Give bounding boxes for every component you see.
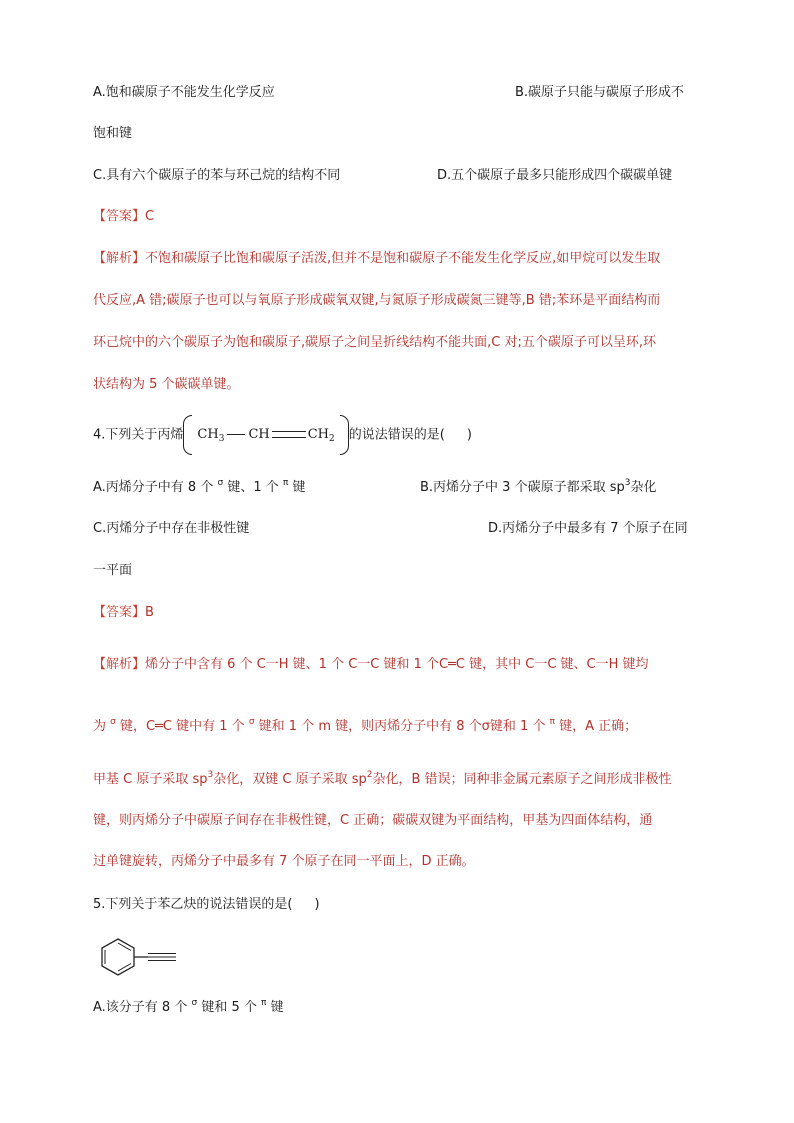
text: 为 bbox=[93, 719, 107, 734]
q4-option-d-part2: 一平面 bbox=[93, 563, 133, 578]
text: 键、1 个 bbox=[227, 480, 279, 495]
single-bond bbox=[227, 434, 245, 435]
text: 键 bbox=[270, 1000, 284, 1015]
q4-analysis-line-1 bbox=[93, 655, 649, 675]
q4-option-d-part1: D.丙烯分子中最多有 7 个原子在同 bbox=[488, 521, 688, 536]
text: B.丙烯分子中 3 个碳原子都采取 sp bbox=[420, 480, 625, 495]
answer-value: B bbox=[145, 605, 154, 620]
q4-analysis-line-3 bbox=[93, 770, 672, 791]
q4-stem-close: ) bbox=[466, 427, 472, 443]
superscript: 3 bbox=[207, 770, 214, 780]
text: 5.下列关于苯乙炔的说法错误的是( bbox=[93, 897, 293, 912]
formula-ch2-sub: 2 bbox=[329, 434, 335, 444]
q4-stem-suffix: 的说法错误的是( bbox=[348, 427, 445, 443]
sigma-symbol: σ bbox=[191, 998, 198, 1008]
q3-analysis-line-4: 状结构为 5 个碳碳单键。 bbox=[93, 377, 240, 392]
q4-analysis-line-5: 过单键旋转，丙烯分子中最多有 7 个原子在同一平面上，D 正确。 bbox=[93, 854, 475, 869]
text: A.该分子有 8 个 bbox=[93, 1000, 188, 1015]
q4-stem bbox=[93, 415, 472, 456]
text: 杂化，B 错误；同种非金属元素原子之间形成非极性 bbox=[372, 772, 672, 787]
text: 杂化 bbox=[630, 480, 657, 495]
pi-symbol: π bbox=[549, 717, 556, 727]
q3-analysis-line-2: 代反应,A 错;碳原子也可以与氧原子形成碳氧双键,与氮原子形成碳氮三键等,B 错;苯环是平面结构而 bbox=[93, 293, 661, 308]
pi-symbol: π bbox=[282, 478, 289, 488]
pi-symbol: π bbox=[261, 998, 267, 1008]
superscript: 3 bbox=[624, 478, 631, 488]
formula-ch3-sub: 3 bbox=[218, 434, 225, 444]
inner-bond bbox=[118, 964, 131, 972]
q4-stem-prefix: 4.下列关于丙烯 bbox=[93, 427, 184, 443]
q4-answer bbox=[93, 603, 154, 623]
text: 键 bbox=[292, 480, 306, 495]
sigma-symbol: σ bbox=[110, 717, 116, 727]
answer-tag: 【答案】 bbox=[93, 209, 146, 224]
text: A.丙烯分子中有 8 个 bbox=[93, 480, 214, 495]
double-bond bbox=[272, 431, 306, 438]
formula-ch: CH bbox=[248, 427, 270, 442]
q4-option-a bbox=[93, 478, 305, 499]
q5-stem bbox=[93, 895, 320, 915]
q3-option-d: D.五个碳原子最多只能形成四个碳碳单键 bbox=[437, 168, 673, 183]
q4-option-b bbox=[420, 478, 657, 499]
q3-option-a: A.饱和碳原子不能发生化学反应 bbox=[93, 85, 275, 100]
q4-analysis-line-4: 键，则丙烯分子中碳原子间存在非极性键，C 正确；碳碳双键为平面结构，甲基为四面体结构，通 bbox=[93, 813, 653, 828]
answer-value: C bbox=[145, 209, 155, 224]
answer-tag: 【答案】 bbox=[93, 605, 146, 620]
text: 甲基 C 原子采取 sp bbox=[93, 772, 208, 787]
analysis-text: 不饱和碳原子比饱和碳原子活泼,但并不是饱和碳原子不能发生化学反应,如甲烷可以发生取 bbox=[145, 251, 661, 266]
q3-option-c: C.具有六个碳原子的苯与环己烷的结构不同 bbox=[93, 168, 341, 183]
formula-ch2: CH bbox=[307, 427, 330, 442]
sigma-symbol: σ bbox=[217, 478, 224, 488]
text: 键和 1 个 m 键，则丙烯分子中有 8 个σ键和 1 个 bbox=[258, 719, 546, 734]
text: 键，A 正确； bbox=[559, 719, 638, 734]
text: 杂化，双键 C 原子采取 sp bbox=[213, 772, 367, 787]
formula-ch3: CH bbox=[197, 427, 219, 442]
text: 键，C═C 键中有 1 个 bbox=[120, 719, 245, 734]
text: ) bbox=[314, 897, 320, 912]
q5-option-a bbox=[93, 998, 284, 1019]
q4-option-c: C.丙烯分子中存在非极性键 bbox=[93, 521, 250, 536]
analysis-tag: 【解析】 bbox=[93, 251, 146, 266]
text: 键和 5 个 bbox=[201, 1000, 257, 1015]
analysis-text: 烯分子中含有 6 个 C一H 键、1 个 C一C 键和 1 个C═C 键，其中 C一C 键、C一H 键均 bbox=[145, 657, 649, 672]
propylene-formula bbox=[183, 415, 348, 455]
phenylacetylene-structure bbox=[96, 935, 186, 981]
inner-bond bbox=[118, 943, 131, 951]
q3-option-b-part1: B.碳原子只能与碳原子形成不 bbox=[515, 85, 685, 100]
q3-option-b-part2: 饱和键 bbox=[93, 126, 133, 141]
q3-answer bbox=[93, 207, 154, 227]
q3-analysis-line-1 bbox=[93, 249, 660, 269]
analysis-tag: 【解析】 bbox=[93, 657, 146, 672]
superscript: 2 bbox=[366, 770, 373, 780]
sigma-symbol: σ bbox=[248, 717, 255, 727]
q4-analysis-line-2 bbox=[93, 717, 637, 738]
q3-analysis-line-3: 环己烷中的六个碳原子为饱和碳原子,碳原子之间呈折线结构不能共面,C 对;五个碳原子可以呈环,环 bbox=[93, 335, 656, 350]
